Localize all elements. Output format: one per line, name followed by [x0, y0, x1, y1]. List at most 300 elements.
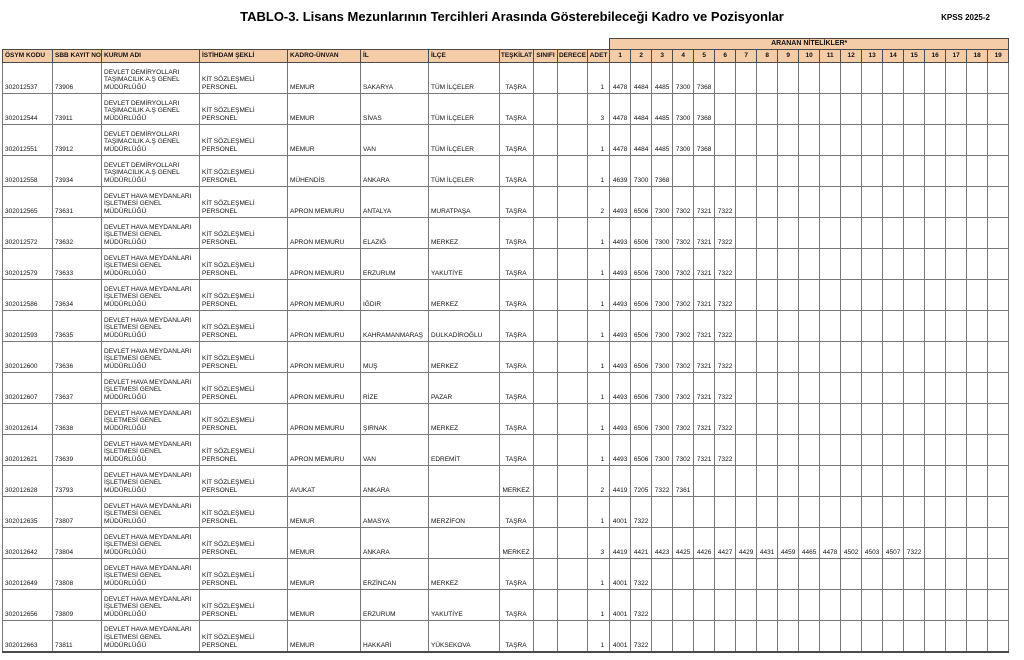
- cell-nitelik-5: [694, 156, 715, 187]
- cell-nitelik-5: [694, 497, 715, 528]
- cell-nitelik-6: 7322: [715, 373, 736, 404]
- table-row: [3, 590, 1009, 621]
- cell-nitelik-11: [820, 404, 841, 435]
- cell-nitelik-6: 7322: [715, 404, 736, 435]
- cell-nitelik-16: [925, 590, 946, 621]
- cell-derece: [558, 311, 588, 342]
- cell-nitelik-12: [841, 249, 862, 280]
- cell-nitelik-16: [925, 249, 946, 280]
- cell-adet: 1: [588, 404, 610, 435]
- cell-nitelik-9: [778, 94, 799, 125]
- cell-nitelik-12: [841, 559, 862, 590]
- col-header-il: İL: [361, 50, 429, 63]
- cell-nitelik-19: [988, 466, 1009, 497]
- cell-nitelik-9: [778, 435, 799, 466]
- aranan-nitelikler-header: ARANAN NİTELİKLER*: [610, 39, 1009, 50]
- cell-nitelik-17: [946, 125, 967, 156]
- table-row: [3, 621, 1009, 652]
- cell-nitelik-1: 4493: [610, 311, 631, 342]
- cell-nitelik-8: [757, 311, 778, 342]
- cell-nitelik-10: [799, 621, 820, 652]
- cell-nitelik-2: 6506: [631, 435, 652, 466]
- cell-nitelik-16: [925, 218, 946, 249]
- cell-kurum-adi: DEVLET HAVA MEYDANLARI İŞLETMESİ GENEL MÜDÜRLÜĞÜ: [102, 621, 200, 652]
- cell-nitelik-2: 6506: [631, 404, 652, 435]
- cell-nitelik-8: [757, 621, 778, 652]
- cell-osym-kodu: 302012628: [3, 466, 53, 497]
- cell-sinifi: [534, 187, 558, 218]
- cell-nitelik-7: [736, 311, 757, 342]
- cell-nitelik-19: [988, 621, 1009, 652]
- cell-sinifi: [534, 156, 558, 187]
- cell-sbb-kayit-no: 73634: [53, 280, 102, 311]
- cell-ilce: MERKEZ: [429, 280, 500, 311]
- cell-nitelik-7: [736, 621, 757, 652]
- cell-nitelik-4: [673, 621, 694, 652]
- cell-adet: 1: [588, 249, 610, 280]
- cell-istihdam-sekli: KİT SÖZLEŞMELİ PERSONEL: [200, 435, 288, 466]
- cell-nitelik-15: [904, 94, 925, 125]
- cell-nitelik-18: [967, 373, 988, 404]
- cell-nitelik-13: [862, 218, 883, 249]
- cell-nitelik-10: [799, 404, 820, 435]
- cell-nitelik-9: [778, 590, 799, 621]
- cell-nitelik-7: [736, 435, 757, 466]
- cell-nitelik-9: [778, 280, 799, 311]
- cell-il: MUŞ: [361, 342, 429, 373]
- cell-nitelik-14: [883, 590, 904, 621]
- cell-nitelik-2: 7322: [631, 497, 652, 528]
- cell-nitelik-15: [904, 342, 925, 373]
- cell-nitelik-8: [757, 342, 778, 373]
- cell-kurum-adi: DEVLET DEMİRYOLLARI TAŞIMACILIK A.Ş GENEL MÜDÜRLÜĞÜ: [102, 63, 200, 94]
- cell-nitelik-12: [841, 63, 862, 94]
- cell-nitelik-9: [778, 497, 799, 528]
- cell-nitelik-11: [820, 63, 841, 94]
- cell-nitelik-9: [778, 218, 799, 249]
- cell-nitelik-12: [841, 311, 862, 342]
- cell-adet: 1: [588, 280, 610, 311]
- cell-nitelik-12: [841, 404, 862, 435]
- cell-nitelik-3: 7300: [652, 218, 673, 249]
- cell-nitelik-11: [820, 94, 841, 125]
- cell-derece: [558, 94, 588, 125]
- cell-nitelik-12: [841, 156, 862, 187]
- cell-ilce: EDREMİT: [429, 435, 500, 466]
- cell-kadro-unvan: APRON MEMURU: [288, 187, 361, 218]
- cell-nitelik-15: [904, 63, 925, 94]
- cell-nitelik-3: 7322: [652, 466, 673, 497]
- cell-derece: [558, 125, 588, 156]
- cell-derece: [558, 280, 588, 311]
- cell-nitelik-11: 4478: [820, 528, 841, 559]
- cell-nitelik-1: 4493: [610, 373, 631, 404]
- cell-sbb-kayit-no: 73637: [53, 373, 102, 404]
- cell-nitelik-5: [694, 590, 715, 621]
- cell-nitelik-12: [841, 497, 862, 528]
- cell-teskilat: TAŞRA: [500, 311, 534, 342]
- cell-nitelik-3: 7300: [652, 435, 673, 466]
- cell-istihdam-sekli: KİT SÖZLEŞMELİ PERSONEL: [200, 559, 288, 590]
- cell-sbb-kayit-no: 73906: [53, 63, 102, 94]
- cell-nitelik-6: 4427: [715, 528, 736, 559]
- cell-nitelik-18: [967, 280, 988, 311]
- cell-nitelik-9: [778, 311, 799, 342]
- cell-derece: [558, 466, 588, 497]
- col-header-nitelik-4: 4: [673, 50, 694, 63]
- cell-nitelik-19: [988, 559, 1009, 590]
- cell-sinifi: [534, 590, 558, 621]
- cell-nitelik-10: [799, 63, 820, 94]
- cell-istihdam-sekli: KİT SÖZLEŞMELİ PERSONEL: [200, 280, 288, 311]
- cell-nitelik-8: [757, 218, 778, 249]
- cell-sbb-kayit-no: 73911: [53, 94, 102, 125]
- cell-kurum-adi: DEVLET HAVA MEYDANLARI İŞLETMESİ GENEL MÜDÜRLÜĞÜ: [102, 559, 200, 590]
- cell-kadro-unvan: MEMUR: [288, 94, 361, 125]
- cell-nitelik-4: 7361: [673, 466, 694, 497]
- cell-nitelik-19: [988, 187, 1009, 218]
- table-row: [3, 497, 1009, 528]
- cell-nitelik-14: [883, 373, 904, 404]
- cell-kurum-adi: DEVLET DEMİRYOLLARI TAŞIMACILIK A.Ş GENEL MÜDÜRLÜĞÜ: [102, 156, 200, 187]
- cell-ilce: MERKEZ: [429, 342, 500, 373]
- cell-nitelik-18: [967, 497, 988, 528]
- cell-derece: [558, 528, 588, 559]
- cell-nitelik-5: 7321: [694, 342, 715, 373]
- cell-teskilat: TAŞRA: [500, 125, 534, 156]
- cell-nitelik-7: [736, 156, 757, 187]
- cell-nitelik-15: [904, 156, 925, 187]
- cell-nitelik-7: [736, 466, 757, 497]
- cell-nitelik-16: [925, 559, 946, 590]
- cell-nitelik-13: [862, 249, 883, 280]
- cell-il: ELAZIĞ: [361, 218, 429, 249]
- cell-nitelik-17: [946, 590, 967, 621]
- cell-nitelik-10: [799, 590, 820, 621]
- cell-nitelik-10: [799, 125, 820, 156]
- cell-nitelik-6: 7322: [715, 342, 736, 373]
- cell-derece: [558, 249, 588, 280]
- cell-nitelik-8: 4431: [757, 528, 778, 559]
- cell-kadro-unvan: APRON MEMURU: [288, 373, 361, 404]
- cell-osym-kodu: 302012607: [3, 373, 53, 404]
- cell-sinifi: [534, 94, 558, 125]
- cell-sbb-kayit-no: 73638: [53, 404, 102, 435]
- cell-nitelik-17: [946, 528, 967, 559]
- cell-teskilat: TAŞRA: [500, 63, 534, 94]
- cell-sinifi: [534, 218, 558, 249]
- table-header: [3, 39, 1009, 63]
- cell-teskilat: TAŞRA: [500, 621, 534, 652]
- cell-ilce: YAKUTİYE: [429, 249, 500, 280]
- cell-ilce: MURATPAŞA: [429, 187, 500, 218]
- cell-kadro-unvan: AVUKAT: [288, 466, 361, 497]
- cell-kadro-unvan: MEMUR: [288, 528, 361, 559]
- cell-osym-kodu: 302012544: [3, 94, 53, 125]
- cell-nitelik-4: 7302: [673, 435, 694, 466]
- cell-nitelik-17: [946, 404, 967, 435]
- cell-adet: 3: [588, 528, 610, 559]
- cell-nitelik-1: 4493: [610, 280, 631, 311]
- cell-osym-kodu: 302012656: [3, 590, 53, 621]
- cell-nitelik-6: [715, 590, 736, 621]
- cell-nitelik-10: [799, 156, 820, 187]
- cell-nitelik-4: 7302: [673, 280, 694, 311]
- cell-nitelik-18: [967, 404, 988, 435]
- cell-kadro-unvan: MEMUR: [288, 621, 361, 652]
- cell-kadro-unvan: APRON MEMURU: [288, 435, 361, 466]
- cell-nitelik-3: 4485: [652, 125, 673, 156]
- cell-nitelik-7: [736, 373, 757, 404]
- cell-istihdam-sekli: KİT SÖZLEŞMELİ PERSONEL: [200, 94, 288, 125]
- cell-nitelik-3: 7300: [652, 311, 673, 342]
- cell-osym-kodu: 302012537: [3, 63, 53, 94]
- cell-sbb-kayit-no: 73631: [53, 187, 102, 218]
- cell-osym-kodu: 302012572: [3, 218, 53, 249]
- cell-istihdam-sekli: KİT SÖZLEŞMELİ PERSONEL: [200, 187, 288, 218]
- cell-derece: [558, 156, 588, 187]
- cell-nitelik-10: [799, 249, 820, 280]
- cell-teskilat: MERKEZ: [500, 528, 534, 559]
- cell-nitelik-15: [904, 280, 925, 311]
- cell-nitelik-2: 6506: [631, 342, 652, 373]
- cell-nitelik-4: [673, 559, 694, 590]
- cell-kadro-unvan: MEMUR: [288, 559, 361, 590]
- cell-nitelik-19: [988, 280, 1009, 311]
- cell-nitelik-19: [988, 497, 1009, 528]
- cell-sbb-kayit-no: 73934: [53, 156, 102, 187]
- cell-nitelik-17: [946, 187, 967, 218]
- cell-teskilat: TAŞRA: [500, 559, 534, 590]
- cell-nitelik-7: [736, 404, 757, 435]
- cell-nitelik-18: [967, 435, 988, 466]
- cell-nitelik-15: 7322: [904, 528, 925, 559]
- cell-sinifi: [534, 497, 558, 528]
- cell-nitelik-6: [715, 94, 736, 125]
- table-row: [3, 280, 1009, 311]
- cell-nitelik-2: 7300: [631, 156, 652, 187]
- cell-nitelik-9: [778, 342, 799, 373]
- cell-nitelik-16: [925, 466, 946, 497]
- table-row: [3, 125, 1009, 156]
- cell-nitelik-14: [883, 559, 904, 590]
- cell-nitelik-3: 4423: [652, 528, 673, 559]
- cell-teskilat: TAŞRA: [500, 404, 534, 435]
- table-row: [3, 63, 1009, 94]
- cell-nitelik-1: 4001: [610, 590, 631, 621]
- cell-sbb-kayit-no: 73808: [53, 559, 102, 590]
- col-header-nitelik-6: 6: [715, 50, 736, 63]
- cell-teskilat: TAŞRA: [500, 218, 534, 249]
- cell-nitelik-12: 4502: [841, 528, 862, 559]
- table-row: [3, 435, 1009, 466]
- cell-istihdam-sekli: KİT SÖZLEŞMELİ PERSONEL: [200, 497, 288, 528]
- cell-nitelik-3: [652, 590, 673, 621]
- cell-nitelik-15: [904, 559, 925, 590]
- cell-nitelik-13: [862, 466, 883, 497]
- cell-nitelik-7: 4429: [736, 528, 757, 559]
- cell-nitelik-1: 4001: [610, 559, 631, 590]
- cell-nitelik-14: [883, 311, 904, 342]
- cell-osym-kodu: 302012614: [3, 404, 53, 435]
- cell-nitelik-4: 7300: [673, 94, 694, 125]
- cell-nitelik-9: 4459: [778, 528, 799, 559]
- cell-nitelik-14: [883, 125, 904, 156]
- cell-il: ANKARA: [361, 466, 429, 497]
- cell-nitelik-17: [946, 466, 967, 497]
- cell-nitelik-14: [883, 280, 904, 311]
- cell-nitelik-13: [862, 590, 883, 621]
- kpss-exam-label: KPSS 2025-2: [941, 13, 990, 22]
- cell-ilce: MERKEZ: [429, 218, 500, 249]
- cell-nitelik-5: 7321: [694, 187, 715, 218]
- cell-il: VAN: [361, 125, 429, 156]
- cell-istihdam-sekli: KİT SÖZLEŞMELİ PERSONEL: [200, 342, 288, 373]
- cell-ilce: TÜM İLÇELER: [429, 94, 500, 125]
- cell-derece: [558, 497, 588, 528]
- cell-nitelik-16: [925, 373, 946, 404]
- cell-nitelik-1: 4478: [610, 94, 631, 125]
- cell-nitelik-8: [757, 63, 778, 94]
- cell-nitelik-1: 4419: [610, 466, 631, 497]
- cell-adet: 2: [588, 187, 610, 218]
- cell-osym-kodu: 302012635: [3, 497, 53, 528]
- cell-nitelik-5: 7321: [694, 249, 715, 280]
- nitelikler-band-row: [3, 39, 1009, 50]
- cell-nitelik-2: 7205: [631, 466, 652, 497]
- cell-nitelik-1: 4493: [610, 404, 631, 435]
- cell-adet: 1: [588, 373, 610, 404]
- cell-teskilat: TAŞRA: [500, 187, 534, 218]
- cell-adet: 2: [588, 466, 610, 497]
- cell-nitelik-9: [778, 156, 799, 187]
- cell-nitelik-16: [925, 156, 946, 187]
- cell-nitelik-5: 4426: [694, 528, 715, 559]
- cell-nitelik-1: 4493: [610, 435, 631, 466]
- cell-nitelik-12: [841, 125, 862, 156]
- cell-ilce: MERZİFON: [429, 497, 500, 528]
- col-header-nitelik-1: 1: [610, 50, 631, 63]
- cell-ilce: DULKADİROĞLU: [429, 311, 500, 342]
- cell-nitelik-14: 4507: [883, 528, 904, 559]
- cell-kurum-adi: DEVLET HAVA MEYDANLARI İŞLETMESİ GENEL MÜDÜRLÜĞÜ: [102, 466, 200, 497]
- cell-il: ERZURUM: [361, 249, 429, 280]
- table-row: [3, 559, 1009, 590]
- cell-il: KAHRAMANMARAŞ: [361, 311, 429, 342]
- cell-nitelik-12: [841, 94, 862, 125]
- cell-sbb-kayit-no: 73809: [53, 590, 102, 621]
- col-header-nitelik-14: 14: [883, 50, 904, 63]
- cell-sinifi: [534, 621, 558, 652]
- cell-nitelik-15: [904, 404, 925, 435]
- cell-teskilat: TAŞRA: [500, 280, 534, 311]
- cell-sinifi: [534, 466, 558, 497]
- cell-nitelik-11: [820, 466, 841, 497]
- cell-nitelik-5: 7321: [694, 311, 715, 342]
- cell-adet: 1: [588, 125, 610, 156]
- cell-nitelik-12: [841, 466, 862, 497]
- cell-nitelik-13: [862, 94, 883, 125]
- cell-nitelik-4: 7302: [673, 342, 694, 373]
- cell-nitelik-17: [946, 497, 967, 528]
- cell-nitelik-19: [988, 218, 1009, 249]
- cell-osym-kodu: 302012558: [3, 156, 53, 187]
- cell-sinifi: [534, 249, 558, 280]
- cell-nitelik-11: [820, 559, 841, 590]
- table-body: [3, 63, 1009, 652]
- cell-nitelik-3: 7368: [652, 156, 673, 187]
- cell-nitelik-19: [988, 590, 1009, 621]
- table-row: [3, 373, 1009, 404]
- cell-osym-kodu: 302012579: [3, 249, 53, 280]
- col-header-nitelik-10: 10: [799, 50, 820, 63]
- cell-nitelik-14: [883, 342, 904, 373]
- cell-sinifi: [534, 311, 558, 342]
- cell-osym-kodu: 302012586: [3, 280, 53, 311]
- cell-kadro-unvan: APRON MEMURU: [288, 249, 361, 280]
- cell-nitelik-19: [988, 342, 1009, 373]
- cell-ilce: TÜM İLÇELER: [429, 125, 500, 156]
- cell-nitelik-5: 7321: [694, 373, 715, 404]
- cell-nitelik-18: [967, 342, 988, 373]
- cell-nitelik-18: [967, 94, 988, 125]
- cell-nitelik-12: [841, 621, 862, 652]
- cell-adet: 1: [588, 342, 610, 373]
- cell-kadro-unvan: APRON MEMURU: [288, 404, 361, 435]
- cell-nitelik-17: [946, 156, 967, 187]
- cell-nitelik-7: [736, 187, 757, 218]
- cell-sinifi: [534, 280, 558, 311]
- cell-nitelik-1: 4419: [610, 528, 631, 559]
- table-row: [3, 342, 1009, 373]
- cell-nitelik-4: 7302: [673, 249, 694, 280]
- cell-nitelik-11: [820, 125, 841, 156]
- col-header-nitelik-5: 5: [694, 50, 715, 63]
- cell-nitelik-8: [757, 559, 778, 590]
- cell-osym-kodu: 302012593: [3, 311, 53, 342]
- cell-sinifi: [534, 435, 558, 466]
- cell-nitelik-6: [715, 466, 736, 497]
- cell-nitelik-6: 7322: [715, 311, 736, 342]
- cell-istihdam-sekli: KİT SÖZLEŞMELİ PERSONEL: [200, 218, 288, 249]
- cell-kurum-adi: DEVLET HAVA MEYDANLARI İŞLETMESİ GENEL MÜDÜRLÜĞÜ: [102, 342, 200, 373]
- cell-sinifi: [534, 125, 558, 156]
- cell-nitelik-10: [799, 373, 820, 404]
- cell-nitelik-19: [988, 63, 1009, 94]
- cell-derece: [558, 435, 588, 466]
- cell-nitelik-7: [736, 249, 757, 280]
- cell-istihdam-sekli: KİT SÖZLEŞMELİ PERSONEL: [200, 249, 288, 280]
- cell-nitelik-6: 7322: [715, 249, 736, 280]
- cell-nitelik-13: [862, 156, 883, 187]
- cell-nitelik-3: 7300: [652, 249, 673, 280]
- cell-sbb-kayit-no: 73912: [53, 125, 102, 156]
- cell-nitelik-15: [904, 373, 925, 404]
- cell-adet: 1: [588, 435, 610, 466]
- cell-nitelik-17: [946, 280, 967, 311]
- cell-ilce: PAZAR: [429, 373, 500, 404]
- col-header-osym-kodu: ÖSYM KODU: [3, 50, 53, 63]
- cell-nitelik-16: [925, 404, 946, 435]
- col-header-nitelik-19: 19: [988, 50, 1009, 63]
- cell-nitelik-5: 7321: [694, 218, 715, 249]
- table-row: [3, 311, 1009, 342]
- table-row: [3, 218, 1009, 249]
- cell-nitelik-3: 7300: [652, 187, 673, 218]
- cell-nitelik-14: [883, 466, 904, 497]
- cell-nitelik-12: [841, 342, 862, 373]
- cell-nitelik-2: 6506: [631, 187, 652, 218]
